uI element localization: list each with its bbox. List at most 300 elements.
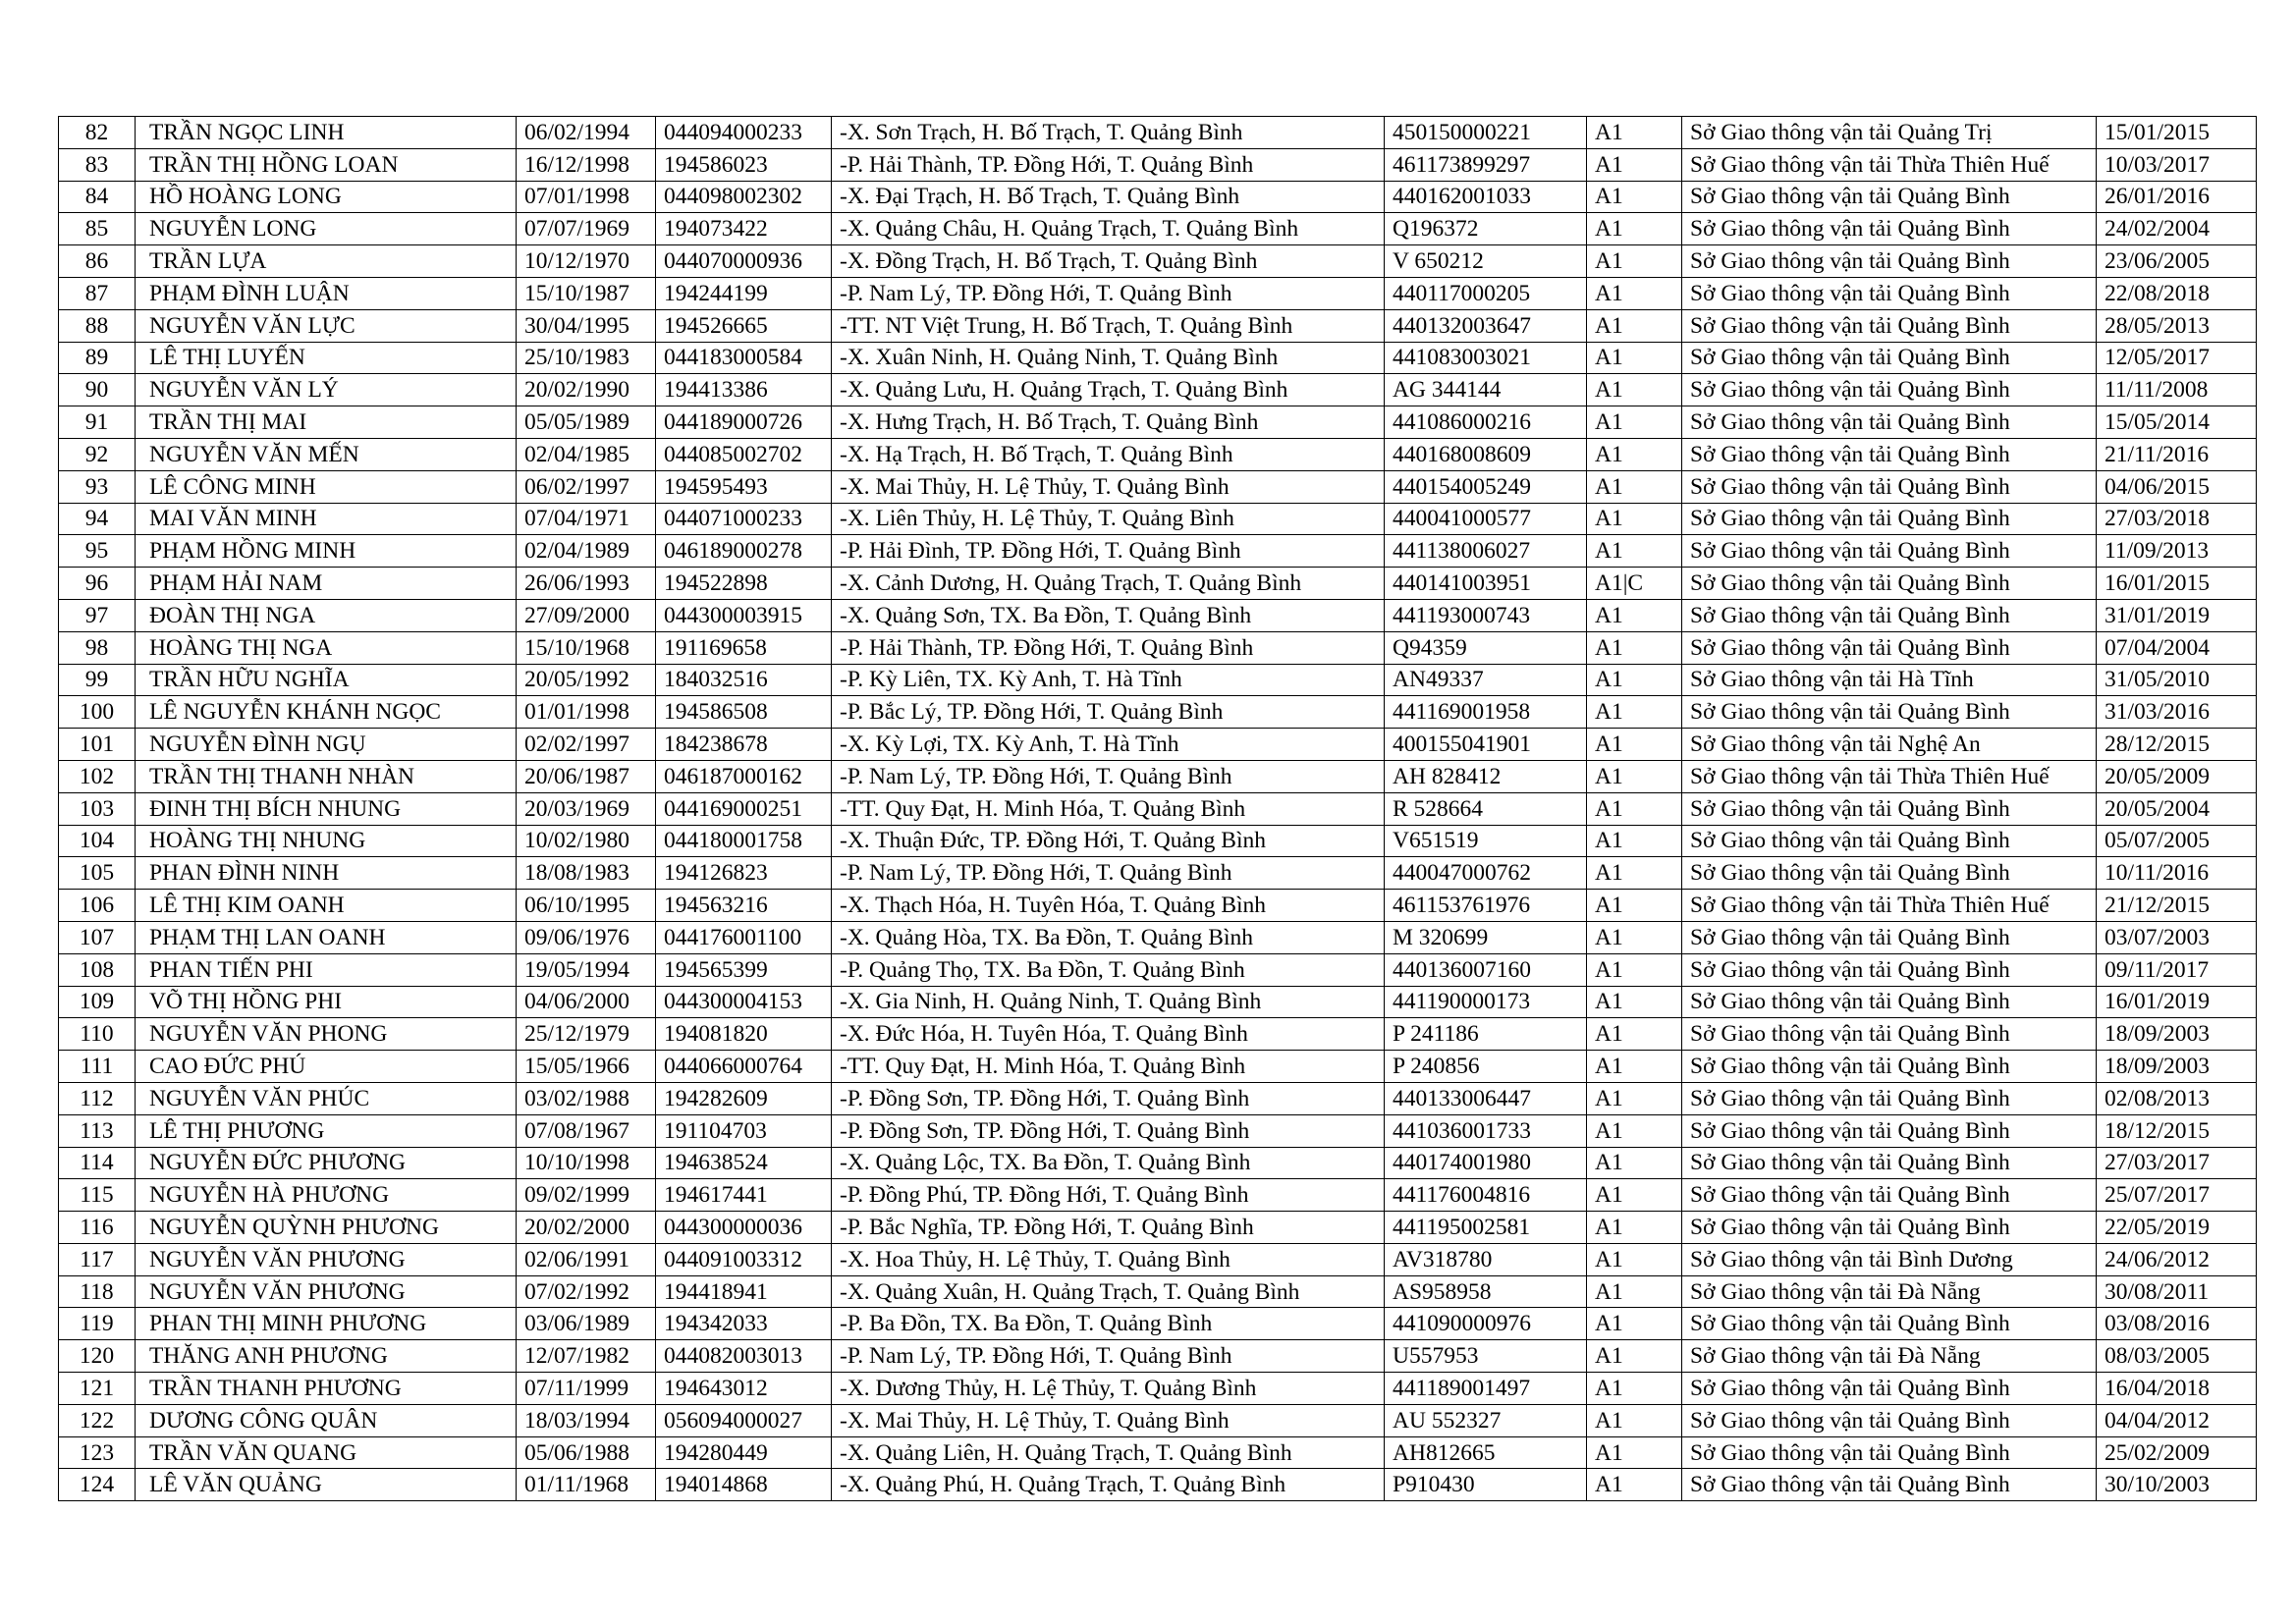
license-number-cell: AS958958 — [1385, 1275, 1587, 1308]
license-class-cell: A1 — [1587, 921, 1682, 953]
id-number-cell: 194014868 — [656, 1469, 832, 1501]
issuing-authority-cell: Sở Giao thông vận tải Hà Tĩnh — [1682, 664, 2097, 696]
id-number-cell: 194413386 — [656, 374, 832, 406]
table-row — [59, 117, 2257, 149]
row-number-cell: 107 — [59, 921, 136, 953]
issuing-authority-cell: Sở Giao thông vận tải Quảng Bình — [1682, 470, 2097, 503]
full-name-cell: TRẦN THỊ HỒNG LOAN — [136, 148, 517, 181]
row-number-cell: 115 — [59, 1179, 136, 1212]
license-class-cell: A1 — [1587, 277, 1682, 309]
license-class-cell: A1 — [1587, 953, 1682, 986]
row-number-cell: 123 — [59, 1436, 136, 1469]
full-name-cell: NGUYỄN ĐỨC PHƯƠNG — [136, 1147, 517, 1179]
issuing-authority-cell: Sở Giao thông vận tải Quảng Bình — [1682, 535, 2097, 568]
table-row — [59, 1373, 2257, 1405]
full-name-cell: HỒ HOÀNG LONG — [136, 181, 517, 213]
full-name-cell: PHẠM HẢI NAM — [136, 568, 517, 600]
table-row — [59, 535, 2257, 568]
license-class-cell: A1 — [1587, 470, 1682, 503]
birth-date-cell: 01/11/1968 — [517, 1469, 656, 1501]
license-class-cell: A1 — [1587, 1436, 1682, 1469]
full-name-cell: PHAN ĐÌNH NINH — [136, 857, 517, 890]
full-name-cell: DƯƠNG CÔNG QUÂN — [136, 1404, 517, 1436]
table-row — [59, 1051, 2257, 1083]
birth-date-cell: 19/05/1994 — [517, 953, 656, 986]
id-number-cell: 194522898 — [656, 568, 832, 600]
id-number-cell: 194280449 — [656, 1436, 832, 1469]
license-number-cell: AG 344144 — [1385, 374, 1587, 406]
id-number-cell: 194565399 — [656, 953, 832, 986]
row-number-cell: 86 — [59, 245, 136, 278]
address-cell: -X. Đức Hóa, H. Tuyên Hóa, T. Quảng Bình — [832, 1018, 1385, 1051]
address-cell: -X. Mai Thủy, H. Lệ Thủy, T. Quảng Bình — [832, 1404, 1385, 1436]
table-row — [59, 181, 2257, 213]
birth-date-cell: 06/02/1997 — [517, 470, 656, 503]
id-number-cell: 194126823 — [656, 857, 832, 890]
license-number-cell: M 320699 — [1385, 921, 1587, 953]
issuing-authority-cell: Sở Giao thông vận tải Quảng Bình — [1682, 696, 2097, 729]
id-number-cell: 194073422 — [656, 213, 832, 245]
table-row — [59, 1436, 2257, 1469]
license-number-cell: 441190000173 — [1385, 986, 1587, 1018]
table-row — [59, 986, 2257, 1018]
issuing-authority-cell: Sở Giao thông vận tải Quảng Bình — [1682, 1114, 2097, 1147]
birth-date-cell: 10/10/1998 — [517, 1147, 656, 1179]
birth-date-cell: 26/06/1993 — [517, 568, 656, 600]
issue-date-cell: 22/08/2018 — [2097, 277, 2257, 309]
id-number-cell: 184032516 — [656, 664, 832, 696]
issue-date-cell: 18/09/2003 — [2097, 1018, 2257, 1051]
id-number-cell: 194638524 — [656, 1147, 832, 1179]
license-number-cell: P 240856 — [1385, 1051, 1587, 1083]
birth-date-cell: 20/02/1990 — [517, 374, 656, 406]
issue-date-cell: 16/01/2015 — [2097, 568, 2257, 600]
table-row — [59, 599, 2257, 631]
birth-date-cell: 18/03/1994 — [517, 1404, 656, 1436]
full-name-cell: LÊ THỊ KIM OANH — [136, 890, 517, 922]
row-number-cell: 105 — [59, 857, 136, 890]
full-name-cell: NGUYỄN ĐÌNH NGỤ — [136, 729, 517, 761]
license-class-cell: A1 — [1587, 664, 1682, 696]
issuing-authority-cell: Sở Giao thông vận tải Quảng Bình — [1682, 245, 2097, 278]
issue-date-cell: 15/05/2014 — [2097, 406, 2257, 439]
address-cell: -P. Ba Đồn, TX. Ba Đồn, T. Quảng Bình — [832, 1308, 1385, 1340]
issuing-authority-cell: Sở Giao thông vận tải Quảng Bình — [1682, 309, 2097, 342]
table-body — [59, 117, 2257, 1501]
table-row — [59, 1147, 2257, 1179]
issue-date-cell: 02/08/2013 — [2097, 1082, 2257, 1114]
row-number-cell: 93 — [59, 470, 136, 503]
full-name-cell: PHAN TIẾN PHI — [136, 953, 517, 986]
birth-date-cell: 03/02/1988 — [517, 1082, 656, 1114]
row-number-cell: 110 — [59, 1018, 136, 1051]
address-cell: -TT. NT Việt Trung, H. Bố Trạch, T. Quảng Bình — [832, 309, 1385, 342]
license-class-cell: A1 — [1587, 760, 1682, 792]
id-number-cell: 056094000027 — [656, 1404, 832, 1436]
table-row — [59, 1469, 2257, 1501]
row-number-cell: 103 — [59, 792, 136, 825]
address-cell: -X. Thuận Đức, TP. Đồng Hới, T. Quảng Bình — [832, 825, 1385, 857]
table-row — [59, 696, 2257, 729]
table-row — [59, 438, 2257, 470]
table-row — [59, 1243, 2257, 1275]
address-cell: -X. Quảng Lộc, TX. Ba Đồn, T. Quảng Bình — [832, 1147, 1385, 1179]
license-number-cell: 440047000762 — [1385, 857, 1587, 890]
license-class-cell: A1 — [1587, 1114, 1682, 1147]
issuing-authority-cell: Sở Giao thông vận tải Thừa Thiên Huế — [1682, 760, 2097, 792]
address-cell: -P. Nam Lý, TP. Đồng Hới, T. Quảng Bình — [832, 1340, 1385, 1373]
id-number-cell: 044066000764 — [656, 1051, 832, 1083]
issuing-authority-cell: Sở Giao thông vận tải Quảng Bình — [1682, 1179, 2097, 1212]
license-number-cell: 441138006027 — [1385, 535, 1587, 568]
address-cell: -P. Đồng Sơn, TP. Đồng Hới, T. Quảng Bình — [832, 1082, 1385, 1114]
issuing-authority-cell: Sở Giao thông vận tải Quảng Bình — [1682, 213, 2097, 245]
row-number-cell: 88 — [59, 309, 136, 342]
full-name-cell: LÊ THỊ PHƯƠNG — [136, 1114, 517, 1147]
birth-date-cell: 12/07/1982 — [517, 1340, 656, 1373]
license-number-cell: 441036001733 — [1385, 1114, 1587, 1147]
issuing-authority-cell: Sở Giao thông vận tải Quảng Bình — [1682, 921, 2097, 953]
address-cell: -X. Đồng Trạch, H. Bố Trạch, T. Quảng Bình — [832, 245, 1385, 278]
license-class-cell: A1 — [1587, 1212, 1682, 1244]
issuing-authority-cell: Sở Giao thông vận tải Thừa Thiên Huế — [1682, 148, 2097, 181]
birth-date-cell: 05/06/1988 — [517, 1436, 656, 1469]
issuing-authority-cell: Sở Giao thông vận tải Quảng Bình — [1682, 406, 2097, 439]
address-cell: -X. Hoa Thủy, H. Lệ Thủy, T. Quảng Bình — [832, 1243, 1385, 1275]
license-number-cell: 461173899297 — [1385, 148, 1587, 181]
id-number-cell: 194342033 — [656, 1308, 832, 1340]
birth-date-cell: 20/02/2000 — [517, 1212, 656, 1244]
license-number-cell: AH 828412 — [1385, 760, 1587, 792]
issuing-authority-cell: Sở Giao thông vận tải Quảng Bình — [1682, 1018, 2097, 1051]
table-row — [59, 245, 2257, 278]
issue-date-cell: 25/07/2017 — [2097, 1179, 2257, 1212]
issue-date-cell: 18/09/2003 — [2097, 1051, 2257, 1083]
license-class-cell: A1 — [1587, 1051, 1682, 1083]
license-number-cell: 440133006447 — [1385, 1082, 1587, 1114]
id-number-cell: 191104703 — [656, 1114, 832, 1147]
issue-date-cell: 22/05/2019 — [2097, 1212, 2257, 1244]
license-class-cell: A1 — [1587, 503, 1682, 535]
issuing-authority-cell: Sở Giao thông vận tải Quảng Bình — [1682, 1147, 2097, 1179]
issuing-authority-cell: Sở Giao thông vận tải Quảng Bình — [1682, 792, 2097, 825]
row-number-cell: 89 — [59, 342, 136, 374]
row-number-cell: 95 — [59, 535, 136, 568]
birth-date-cell: 09/02/1999 — [517, 1179, 656, 1212]
full-name-cell: NGUYỄN VĂN PHƯƠNG — [136, 1243, 517, 1275]
full-name-cell: PHAN THỊ MINH PHƯƠNG — [136, 1308, 517, 1340]
license-class-cell: A1|C — [1587, 568, 1682, 600]
license-number-cell: 440141003951 — [1385, 568, 1587, 600]
id-number-cell: 194282609 — [656, 1082, 832, 1114]
full-name-cell: MAI VĂN MINH — [136, 503, 517, 535]
full-name-cell: LÊ VĂN QUẢNG — [136, 1469, 517, 1501]
id-number-cell: 044176001100 — [656, 921, 832, 953]
id-number-cell: 044169000251 — [656, 792, 832, 825]
issuing-authority-cell: Sở Giao thông vận tải Quảng Bình — [1682, 181, 2097, 213]
license-class-cell: A1 — [1587, 1404, 1682, 1436]
address-cell: -X. Mai Thủy, H. Lệ Thủy, T. Quảng Bình — [832, 470, 1385, 503]
full-name-cell: NGUYỄN HÀ PHƯƠNG — [136, 1179, 517, 1212]
license-number-cell: 441090000976 — [1385, 1308, 1587, 1340]
row-number-cell: 101 — [59, 729, 136, 761]
full-name-cell: NGUYỄN LONG — [136, 213, 517, 245]
issue-date-cell: 31/01/2019 — [2097, 599, 2257, 631]
license-number-cell: 441195002581 — [1385, 1212, 1587, 1244]
address-cell: -X. Đại Trạch, H. Bố Trạch, T. Quảng Bình — [832, 181, 1385, 213]
issuing-authority-cell: Sở Giao thông vận tải Quảng Bình — [1682, 1082, 2097, 1114]
issuing-authority-cell: Sở Giao thông vận tải Quảng Bình — [1682, 1051, 2097, 1083]
license-class-cell: A1 — [1587, 1275, 1682, 1308]
issuing-authority-cell: Sở Giao thông vận tải Quảng Bình — [1682, 503, 2097, 535]
issuing-authority-cell: Sở Giao thông vận tải Quảng Bình — [1682, 374, 2097, 406]
birth-date-cell: 06/10/1995 — [517, 890, 656, 922]
full-name-cell: PHẠM ĐÌNH LUẬN — [136, 277, 517, 309]
issuing-authority-cell: Sở Giao thông vận tải Quảng Bình — [1682, 631, 2097, 664]
table-row — [59, 729, 2257, 761]
id-number-cell: 194418941 — [656, 1275, 832, 1308]
full-name-cell: NGUYỄN QUỲNH PHƯƠNG — [136, 1212, 517, 1244]
table-row — [59, 309, 2257, 342]
row-number-cell: 92 — [59, 438, 136, 470]
issue-date-cell: 12/05/2017 — [2097, 342, 2257, 374]
row-number-cell: 109 — [59, 986, 136, 1018]
birth-date-cell: 06/02/1994 — [517, 117, 656, 149]
birth-date-cell: 15/10/1987 — [517, 277, 656, 309]
issue-date-cell: 03/07/2003 — [2097, 921, 2257, 953]
license-number-cell: 440132003647 — [1385, 309, 1587, 342]
full-name-cell: ĐINH THỊ BÍCH NHUNG — [136, 792, 517, 825]
birth-date-cell: 20/06/1987 — [517, 760, 656, 792]
id-number-cell: 046187000162 — [656, 760, 832, 792]
issue-date-cell: 31/05/2010 — [2097, 664, 2257, 696]
table-row — [59, 857, 2257, 890]
full-name-cell: LÊ THỊ LUYẾN — [136, 342, 517, 374]
id-number-cell: 194595493 — [656, 470, 832, 503]
issuing-authority-cell: Sở Giao thông vận tải Quảng Trị — [1682, 117, 2097, 149]
id-number-cell: 044094000233 — [656, 117, 832, 149]
table-row — [59, 1212, 2257, 1244]
birth-date-cell: 20/05/1992 — [517, 664, 656, 696]
license-number-cell: P910430 — [1385, 1469, 1587, 1501]
row-number-cell: 97 — [59, 599, 136, 631]
license-number-cell: AU 552327 — [1385, 1404, 1587, 1436]
license-class-cell: A1 — [1587, 792, 1682, 825]
row-number-cell: 114 — [59, 1147, 136, 1179]
license-number-cell: 440174001980 — [1385, 1147, 1587, 1179]
license-number-cell: Q94359 — [1385, 631, 1587, 664]
id-number-cell: 044300003915 — [656, 599, 832, 631]
table-row — [59, 277, 2257, 309]
license-number-cell: 440162001033 — [1385, 181, 1587, 213]
issuing-authority-cell: Sở Giao thông vận tải Quảng Bình — [1682, 438, 2097, 470]
id-number-cell: 044082003013 — [656, 1340, 832, 1373]
table-row — [59, 631, 2257, 664]
row-number-cell: 124 — [59, 1469, 136, 1501]
birth-date-cell: 20/03/1969 — [517, 792, 656, 825]
issue-date-cell: 20/05/2009 — [2097, 760, 2257, 792]
issue-date-cell: 25/02/2009 — [2097, 1436, 2257, 1469]
license-number-cell: 400155041901 — [1385, 729, 1587, 761]
id-number-cell: 044300000036 — [656, 1212, 832, 1244]
address-cell: -P. Bắc Lý, TP. Đồng Hới, T. Quảng Bình — [832, 696, 1385, 729]
birth-date-cell: 02/02/1997 — [517, 729, 656, 761]
license-number-cell: AV318780 — [1385, 1243, 1587, 1275]
issuing-authority-cell: Sở Giao thông vận tải Bình Dương — [1682, 1243, 2097, 1275]
issue-date-cell: 08/03/2005 — [2097, 1340, 2257, 1373]
license-number-cell: AN49337 — [1385, 664, 1587, 696]
row-number-cell: 84 — [59, 181, 136, 213]
row-number-cell: 121 — [59, 1373, 136, 1405]
table-row — [59, 1018, 2257, 1051]
license-number-cell: 440136007160 — [1385, 953, 1587, 986]
license-class-cell: A1 — [1587, 374, 1682, 406]
issuing-authority-cell: Sở Giao thông vận tải Quảng Bình — [1682, 1308, 2097, 1340]
row-number-cell: 82 — [59, 117, 136, 149]
license-number-cell: U557953 — [1385, 1340, 1587, 1373]
id-number-cell: 044085002702 — [656, 438, 832, 470]
issue-date-cell: 05/07/2005 — [2097, 825, 2257, 857]
license-class-cell: A1 — [1587, 986, 1682, 1018]
address-cell: -P. Nam Lý, TP. Đồng Hới, T. Quảng Bình — [832, 760, 1385, 792]
license-class-cell: A1 — [1587, 245, 1682, 278]
full-name-cell: TRẦN THỊ MAI — [136, 406, 517, 439]
full-name-cell: PHẠM THỊ LAN OANH — [136, 921, 517, 953]
row-number-cell: 90 — [59, 374, 136, 406]
issue-date-cell: 04/04/2012 — [2097, 1404, 2257, 1436]
id-number-cell: 044091003312 — [656, 1243, 832, 1275]
row-number-cell: 106 — [59, 890, 136, 922]
birth-date-cell: 01/01/1998 — [517, 696, 656, 729]
birth-date-cell: 15/10/1968 — [517, 631, 656, 664]
birth-date-cell: 27/09/2000 — [517, 599, 656, 631]
issue-date-cell: 31/03/2016 — [2097, 696, 2257, 729]
row-number-cell: 83 — [59, 148, 136, 181]
birth-date-cell: 07/11/1999 — [517, 1373, 656, 1405]
table-row — [59, 568, 2257, 600]
address-cell: -P. Đồng Sơn, TP. Đồng Hới, T. Quảng Bình — [832, 1114, 1385, 1147]
table-row — [59, 664, 2257, 696]
address-cell: -X. Quảng Hòa, TX. Ba Đồn, T. Quảng Bình — [832, 921, 1385, 953]
issue-date-cell: 09/11/2017 — [2097, 953, 2257, 986]
license-class-cell: A1 — [1587, 1308, 1682, 1340]
issue-date-cell: 16/01/2019 — [2097, 986, 2257, 1018]
row-number-cell: 116 — [59, 1212, 136, 1244]
license-class-cell: A1 — [1587, 1469, 1682, 1501]
birth-date-cell: 10/12/1970 — [517, 245, 656, 278]
birth-date-cell: 05/05/1989 — [517, 406, 656, 439]
issuing-authority-cell: Sở Giao thông vận tải Quảng Bình — [1682, 953, 2097, 986]
full-name-cell: HOÀNG THỊ NHUNG — [136, 825, 517, 857]
id-number-cell: 044098002302 — [656, 181, 832, 213]
license-number-cell: V 650212 — [1385, 245, 1587, 278]
issuing-authority-cell: Sở Giao thông vận tải Quảng Bình — [1682, 1404, 2097, 1436]
row-number-cell: 112 — [59, 1082, 136, 1114]
license-class-cell: A1 — [1587, 1147, 1682, 1179]
full-name-cell: NGUYỄN VĂN MẾN — [136, 438, 517, 470]
table-row — [59, 760, 2257, 792]
issuing-authority-cell: Sở Giao thông vận tải Quảng Bình — [1682, 1373, 2097, 1405]
license-class-cell: A1 — [1587, 857, 1682, 890]
birth-date-cell: 16/12/1998 — [517, 148, 656, 181]
address-cell: -X. Gia Ninh, H. Quảng Ninh, T. Quảng Bình — [832, 986, 1385, 1018]
license-number-cell: 440041000577 — [1385, 503, 1587, 535]
issue-date-cell: 11/09/2013 — [2097, 535, 2257, 568]
row-number-cell: 94 — [59, 503, 136, 535]
issue-date-cell: 11/11/2008 — [2097, 374, 2257, 406]
id-number-cell: 044071000233 — [656, 503, 832, 535]
address-cell: -X. Quảng Sơn, TX. Ba Đồn, T. Quảng Bình — [832, 599, 1385, 631]
table-row — [59, 213, 2257, 245]
full-name-cell: HOÀNG THỊ NGA — [136, 631, 517, 664]
license-class-cell: A1 — [1587, 825, 1682, 857]
birth-date-cell: 25/10/1983 — [517, 342, 656, 374]
address-cell: -X. Cảnh Dương, H. Quảng Trạch, T. Quảng Bình — [832, 568, 1385, 600]
issuing-authority-cell: Sở Giao thông vận tải Quảng Bình — [1682, 1436, 2097, 1469]
issue-date-cell: 30/08/2011 — [2097, 1275, 2257, 1308]
id-number-cell: 044183000584 — [656, 342, 832, 374]
birth-date-cell: 04/06/2000 — [517, 986, 656, 1018]
full-name-cell: VÕ THỊ HỒNG PHI — [136, 986, 517, 1018]
full-name-cell: TRẦN HỮU NGHĨA — [136, 664, 517, 696]
issue-date-cell: 03/08/2016 — [2097, 1308, 2257, 1340]
table-row — [59, 1114, 2257, 1147]
issuing-authority-cell: Sở Giao thông vận tải Thừa Thiên Huế — [1682, 890, 2097, 922]
birth-date-cell: 07/02/1992 — [517, 1275, 656, 1308]
table-row — [59, 1082, 2257, 1114]
issue-date-cell: 21/12/2015 — [2097, 890, 2257, 922]
full-name-cell: NGUYỄN VĂN PHÚC — [136, 1082, 517, 1114]
full-name-cell: TRẦN LỰA — [136, 245, 517, 278]
full-name-cell: TRẦN NGỌC LINH — [136, 117, 517, 149]
table-row — [59, 1340, 2257, 1373]
full-name-cell: ĐOÀN THỊ NGA — [136, 599, 517, 631]
id-number-cell: 044300004153 — [656, 986, 832, 1018]
issuing-authority-cell: Sở Giao thông vận tải Quảng Bình — [1682, 599, 2097, 631]
license-class-cell: A1 — [1587, 1018, 1682, 1051]
table-row — [59, 953, 2257, 986]
full-name-cell: TRẦN VĂN QUANG — [136, 1436, 517, 1469]
birth-date-cell: 09/06/1976 — [517, 921, 656, 953]
birth-date-cell: 07/08/1967 — [517, 1114, 656, 1147]
license-number-cell: P 241186 — [1385, 1018, 1587, 1051]
row-number-cell: 111 — [59, 1051, 136, 1083]
full-name-cell: NGUYỄN VĂN PHONG — [136, 1018, 517, 1051]
license-number-cell: V651519 — [1385, 825, 1587, 857]
birth-date-cell: 07/07/1969 — [517, 213, 656, 245]
issuing-authority-cell: Sở Giao thông vận tải Đà Nẵng — [1682, 1340, 2097, 1373]
address-cell: -X. Liên Thủy, H. Lệ Thủy, T. Quảng Bình — [832, 503, 1385, 535]
issuing-authority-cell: Sở Giao thông vận tải Quảng Bình — [1682, 857, 2097, 890]
license-class-cell: A1 — [1587, 117, 1682, 149]
license-number-cell: 441176004816 — [1385, 1179, 1587, 1212]
address-cell: -TT. Quy Đạt, H. Minh Hóa, T. Quảng Bình — [832, 792, 1385, 825]
id-number-cell: 194586023 — [656, 148, 832, 181]
row-number-cell: 102 — [59, 760, 136, 792]
full-name-cell: LÊ NGUYỄN KHÁNH NGỌC — [136, 696, 517, 729]
license-number-cell: 440117000205 — [1385, 277, 1587, 309]
full-name-cell: TRẦN THANH PHƯƠNG — [136, 1373, 517, 1405]
issue-date-cell: 23/06/2005 — [2097, 245, 2257, 278]
row-number-cell: 117 — [59, 1243, 136, 1275]
issuing-authority-cell: Sở Giao thông vận tải Quảng Bình — [1682, 825, 2097, 857]
license-class-cell: A1 — [1587, 1373, 1682, 1405]
issue-date-cell: 15/01/2015 — [2097, 117, 2257, 149]
address-cell: -X. Quảng Lưu, H. Quảng Trạch, T. Quảng Bình — [832, 374, 1385, 406]
license-number-cell: 441083003021 — [1385, 342, 1587, 374]
license-class-cell: A1 — [1587, 213, 1682, 245]
license-class-cell: A1 — [1587, 309, 1682, 342]
